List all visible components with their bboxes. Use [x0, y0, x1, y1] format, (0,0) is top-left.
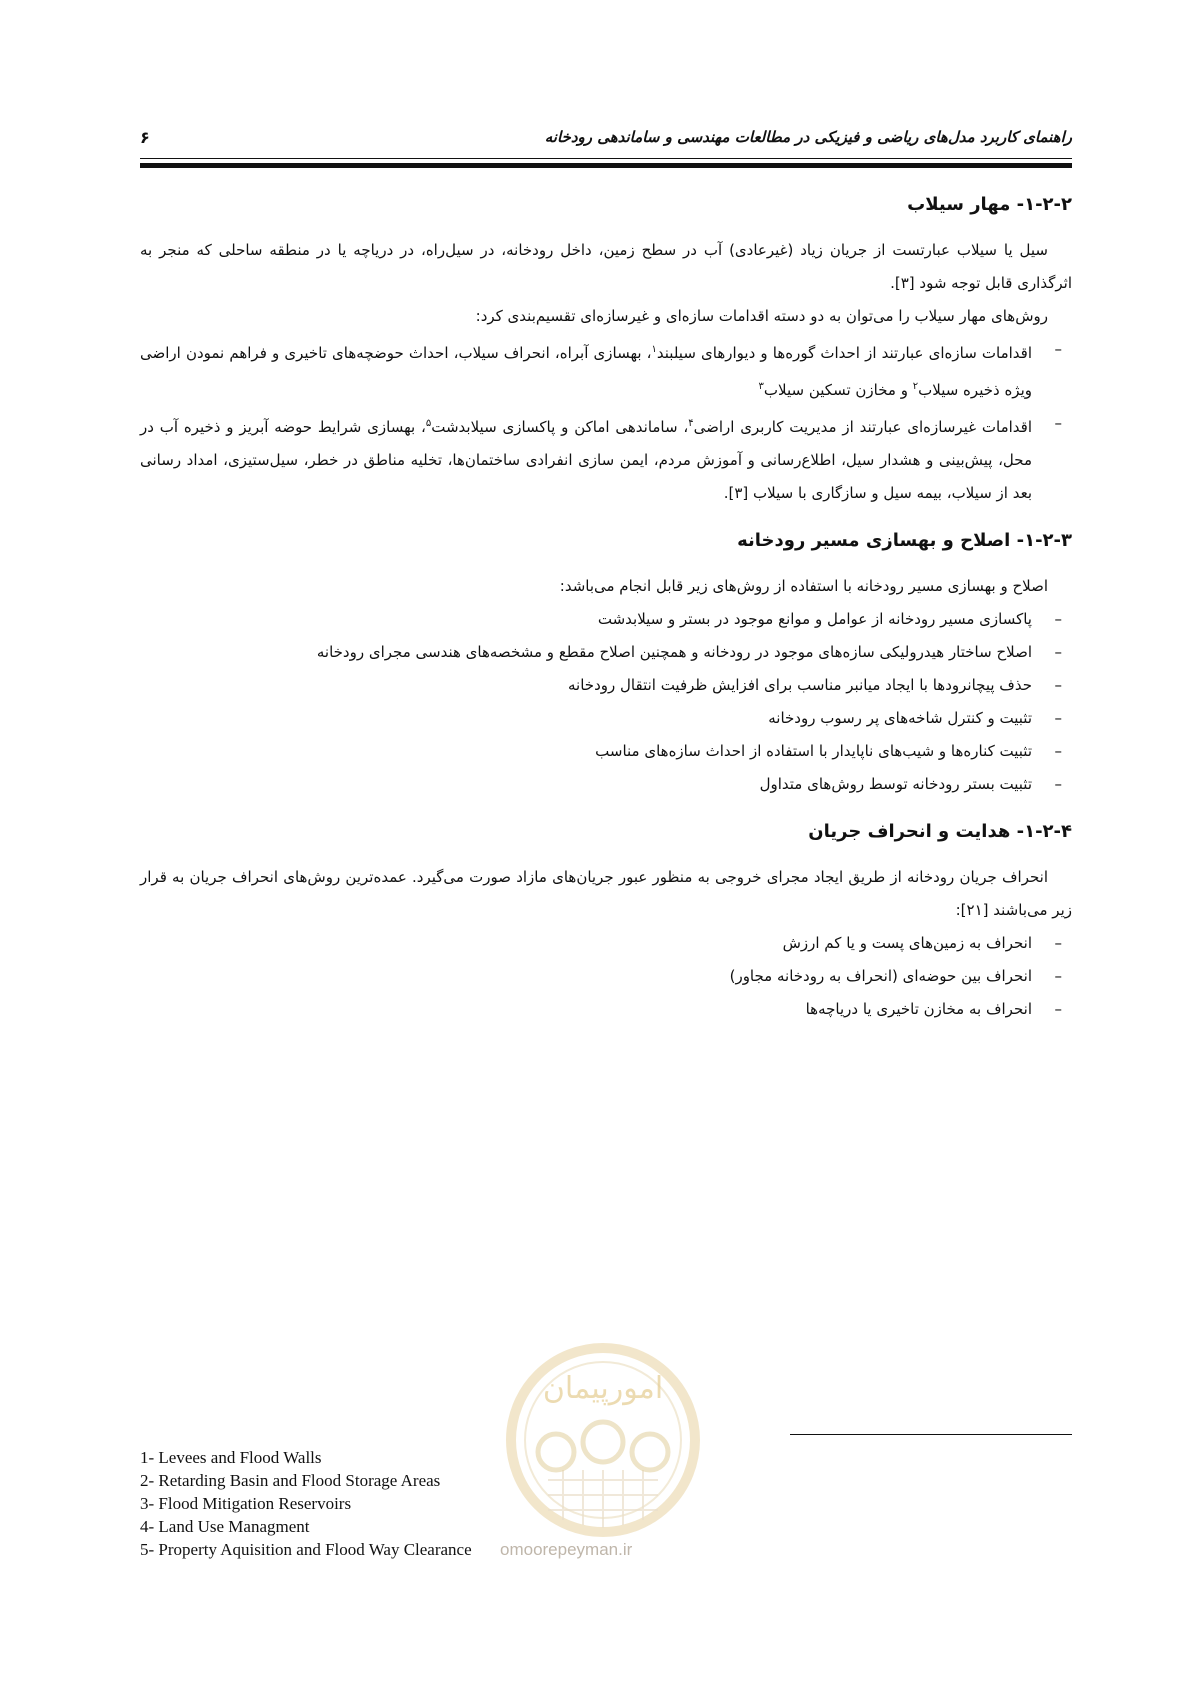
bullet-dash: –: [1054, 967, 1062, 985]
bullet-dash: –: [1054, 934, 1062, 952]
footnote-item: 3- Flood Mitigation Reservoirs: [140, 1494, 352, 1513]
list-item: – انحراف به مخازن تاخیری یا دریاچه‌ها: [140, 993, 1072, 1026]
bullet-dash: –: [1054, 610, 1062, 628]
bullet-dash: –: [1054, 676, 1062, 694]
bullet-dash: –: [1054, 340, 1062, 358]
list-item: – حذف پیچانرودها با ایجاد میانبر مناسب برای افزایش ظرفیت انتقال رودخانه: [140, 669, 1072, 702]
footnote-ref[interactable]: ۲: [912, 381, 919, 392]
page-number: ۶: [140, 128, 150, 147]
section-heading-flood-control: ۱-۲-۲- مهار سیلاب: [907, 194, 1072, 215]
list-item: – تثبیت بستر رودخانه توسط روش‌های متداول: [140, 768, 1072, 801]
list-item: – اقدامات غیرسازه‌ای عبارتند از مدیریت کاربری اراضی$^۴$، ساماندهی اماکن و پاکسازی سیلابدشت$^۵$، بهسازی شرایط حوضه آبریز و ذخیره آب در محل، پیش‌بینی و هشدار سیل، اطلاع‌رسانی و آموزش مردم، ایمن سازی انفرادی ساختمان‌ها، تخلیه مناطق در خطر، سیل‌ستیزی، امداد رسانی بعد از سیلاب، بیمه سیل و سازگاری با سیلاب [۳].: [140, 407, 1072, 510]
footnote-item: 4- Land Use Managment: [140, 1517, 310, 1536]
header-rule-thin: [140, 158, 1072, 159]
bullet-dash: –: [1054, 709, 1062, 727]
bullet-dash: –: [1054, 643, 1062, 661]
paragraph-flood-methods: روش‌های مهار سیلاب را می‌توان به دو دسته اقدامات سازه‌ای و غیرسازه‌ای تقسیم‌بندی کرد:: [475, 307, 1048, 325]
bullet-dash: –: [1054, 742, 1062, 760]
list-item: – تثبیت و کنترل شاخه‌های پر رسوب رودخانه: [140, 702, 1072, 735]
footnote-ref[interactable]: ۵: [425, 418, 432, 429]
river-improvement-list: [140, 603, 1072, 801]
footnote-item: 1- Levees and Flood Walls: [140, 1448, 322, 1467]
list-item: – اصلاح ساختار هیدرولیکی سازه‌های موجود در رودخانه و همچنین اصلاح مقطع و مشخصه‌های هندسی مجرای رودخانه: [140, 636, 1072, 669]
section-heading-river-improvement: ۱-۲-۳- اصلاح و بهسازی مسیر رودخانه: [737, 530, 1072, 551]
footnote-separator: [790, 1434, 1072, 1435]
bullet-dash: –: [1054, 775, 1062, 793]
bullet-dash: –: [1054, 1000, 1062, 1018]
footnote-item: 2- Retarding Basin and Flood Storage Areas: [140, 1471, 441, 1490]
paragraph-flood-definition: سیل یا سیلاب عبارتست از جریان زیاد (غیرعادی) آب در سطح زمین، داخل رودخانه، در سیل‌راه، در دریاچه یا در منطقه ساحلی که منجر به اثرگذاری قابل توجه شود [۳].: [140, 241, 1072, 292]
list-item: – انحراف بین حوضه‌ای (انحراف به رودخانه مجاور): [140, 960, 1072, 993]
watermark-url: omoorepeyman.ir: [500, 1540, 633, 1559]
footnote-ref[interactable]: ۱: [651, 344, 657, 355]
footnote-ref[interactable]: ۳: [758, 381, 764, 392]
section-heading-flow-diversion: ۱-۲-۴- هدایت و انحراف جریان: [808, 821, 1072, 842]
bullet-dash: –: [1054, 414, 1062, 432]
paragraph-flow-diversion-intro: انحراف جریان رودخانه از طریق ایجاد مجرای خروجی به منظور عبور جریان‌های مازاد صورت می‌گیرد. عمده‌ترین روش‌های انحراف جریان به قرار زیر می‌باشند [۲۱]:: [140, 868, 1072, 919]
list-item: – انحراف به زمین‌های پست و یا کم ارزش: [140, 927, 1072, 960]
list-item: – اقدامات سازه‌ای عبارتند از احداث گوره‌ها و دیوارهای سیلبند$^۱$، بهسازی آبراه، انحراف سیلاب، احداث حوضچه‌های تاخیری و فراهم نمودن اراضی ویژه ذخیره سیلاب$^۲$ و مخازن تسکین سیلاب$^۳$: [140, 333, 1072, 407]
flow-diversion-list: [140, 927, 1072, 1026]
watermark-logo-text: امورپیمان: [542, 1371, 664, 1406]
running-title: راهنمای کاربرد مدل‌های ریاضی و فیزیکی در مطالعات مهندسی و ساماندهی رودخانه: [544, 128, 1072, 146]
page-header: [140, 128, 1072, 152]
header-rule-thick: [140, 163, 1072, 168]
footnote-ref[interactable]: ۴: [688, 418, 694, 429]
footnotes: [140, 1446, 660, 1561]
flood-methods-list: [140, 333, 1072, 510]
list-item: – تثبیت کناره‌ها و شیب‌های ناپایدار با استفاده از احداث سازه‌های مناسب: [140, 735, 1072, 768]
list-item: – پاکسازی مسیر رودخانه از عوامل و موانع موجود در بستر و سیلابدشت: [140, 603, 1072, 636]
paragraph-river-improvement-intro: اصلاح و بهسازی مسیر رودخانه با استفاده از روش‌های زیر قابل انجام می‌باشد:: [559, 577, 1048, 595]
footnote-item: 5- Property Aquisition and Flood Way Clearance: [140, 1540, 472, 1559]
page-body: [140, 190, 1072, 1026]
